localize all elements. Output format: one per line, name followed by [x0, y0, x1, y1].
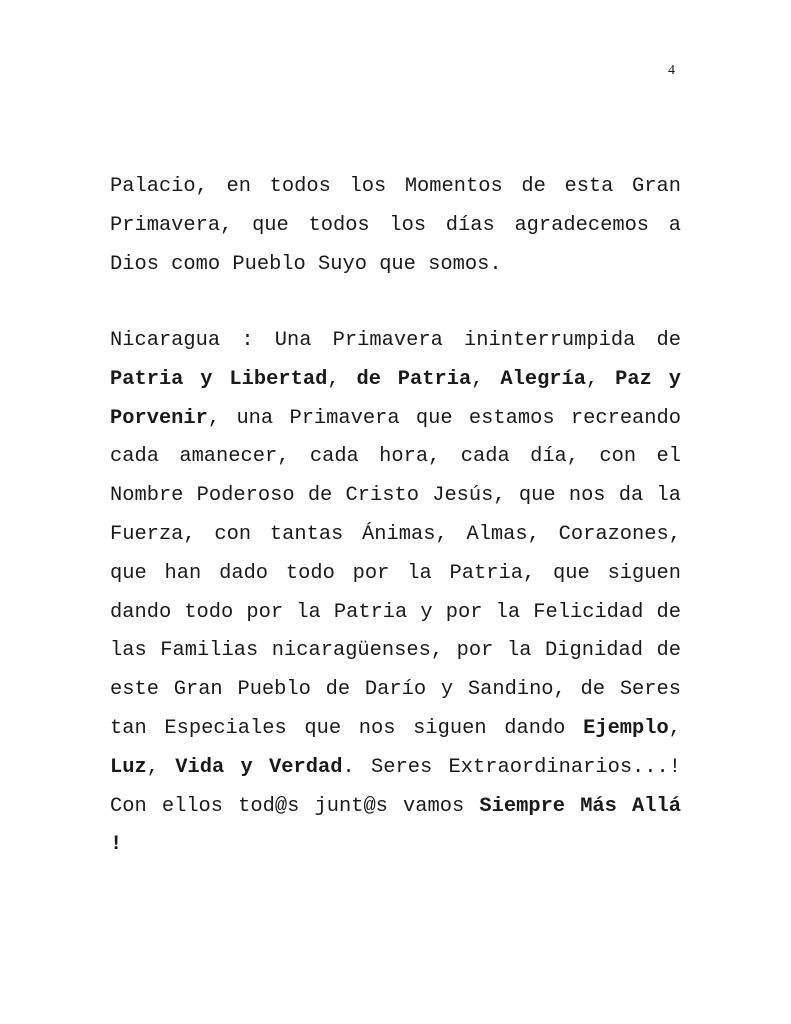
paragraph-2-text-1: Nicaragua : Una Primavera ininterrumpida de — [110, 329, 681, 352]
emphasis-luz: Luz — [110, 755, 147, 779]
paragraph-2-text-3: , — [471, 367, 501, 391]
emphasis-paz-y-porvenir: Paz y Porvenir — [110, 367, 681, 430]
emphasis-vida-y-verdad: Vida y Verdad — [175, 755, 343, 779]
emphasis-patria-y-libertad: Patria y Libertad — [110, 367, 328, 391]
paragraph-1 — [110, 168, 681, 284]
paragraph-1-text: Palacio, en todos los Momentos de esta Gran Primavera, que todos los días agradecemos a Dios como Pueblo Suyo que somos. — [110, 175, 681, 276]
paragraph-2-text-4: , — [586, 367, 616, 391]
emphasis-siempre-mas-alla: Siempre Más Allá ! — [110, 794, 681, 857]
paragraph-2 — [110, 322, 681, 865]
paragraph-2-text-2: , — [327, 367, 357, 391]
paragraph-2-text-5: , una Primavera que estamos recreando cada amanecer, cada hora, cada día, con el Nombre Poderoso de Cristo Jesús, que nos da la Fuerza, con tantas Ánimas, Almas, Corazones, que han dado todo por la Patria, que siguen dando todo por la Patria y por la Felicidad de las Familias nicaragüenses, por la Dignidad de este Gran Pueblo de Darío y Sandino, de Seres tan Especiales que nos siguen dando — [110, 406, 681, 740]
emphasis-ejemplo: Ejemplo — [583, 716, 669, 740]
paragraph-2-text-8: . Seres Extraordinarios...! Con ellos tod@s junt@s vamos — [110, 755, 681, 818]
emphasis-de-patria: de Patria — [356, 367, 472, 391]
paragraph-2-text-7: , — [146, 755, 176, 779]
emphasis-alegria: Alegría — [500, 367, 587, 391]
page-number: 4 — [668, 63, 675, 78]
paragraph-2-text-6: , — [668, 716, 681, 740]
